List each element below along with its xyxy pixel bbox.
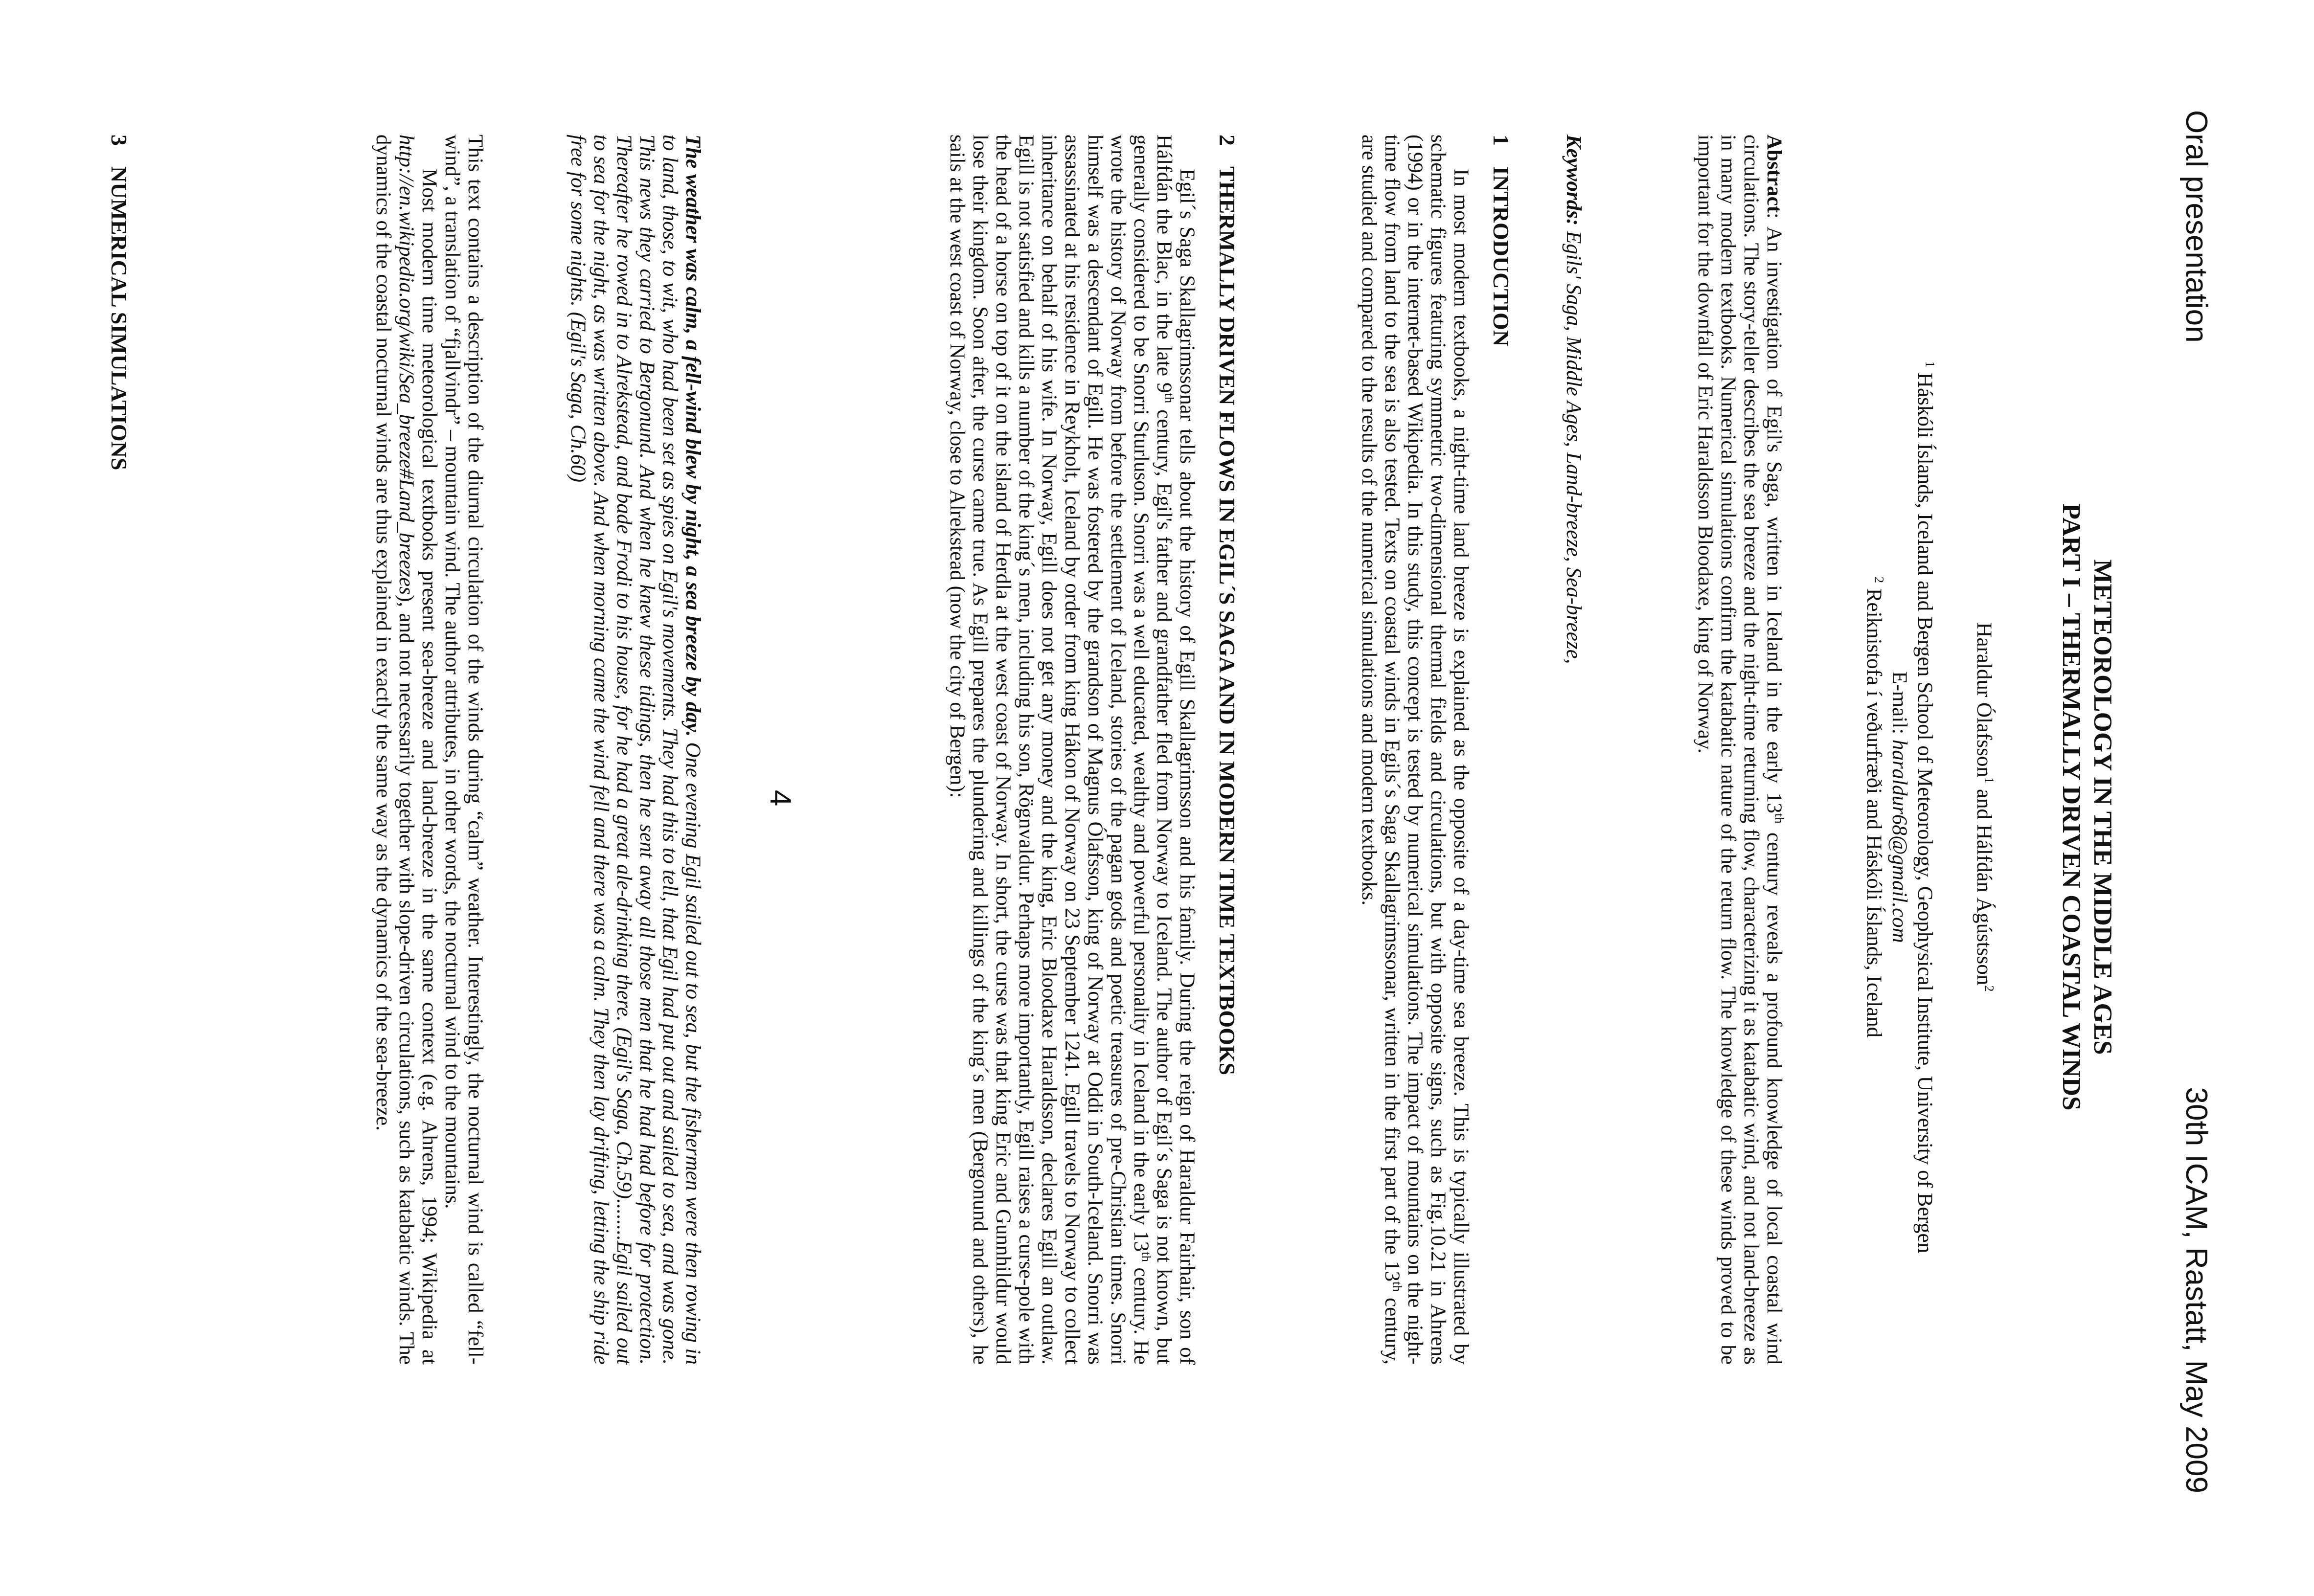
affiliation-1-text: Háskóli Íslands, Iceland and Bergen School of Meteorology, Geophysical Institute, University of Bergen [1913,367,1936,1254]
section-number: 1 [1489,135,1514,146]
page-number: 4 [764,789,797,807]
affiliation-2-mark: 2 [1872,576,1887,584]
quote-text: One evening Egil sailed out to sea, but the fishermen were then rowing in to land, those, to wit, who had been set as spies on Egil's movements. They had this to tell, that Egil had put out and sailed to sea, and was gone. This news they carried to Bergonund. And when he knew these tidings, then he sent away all those men that he had had before for protection. Thereafter he rowed in to Alrekstead, and bade Frodi to his house, for he had a great ale-drinking there. (Egil's Saga, Ch.59)........Egil sailed out to sea for the night, as was written above. And when morning came the wind fell and there was a calm. They then lay drifting, letting the ship ride free for some nights. (Egil's Saga, Ch.60) [567,135,704,1365]
quote-bold-lead: The weather was calm, a fell-wind blew by night, a sea breeze by day. [681,135,704,737]
egil-text-b: century, Egil's father and grandfather fled from Norway to Iceland. The author of Egil´s Saga is not known, but generally considered to be Snorri Sturluson. Snorri was a well educated, wealthy and powerful personality in Iceland in the early 13 [1130,135,1176,1365]
egil-sup-2: th [1139,1252,1154,1262]
wikipedia-link[interactable]: http://en.wikipedia.org/wiki/Sea_breeze#Land_breezes [395,135,418,595]
section-title: INTRODUCTION [1489,166,1514,347]
introduction-paragraph [1358,135,1473,1365]
keywords-label: Keywords: [1562,135,1585,226]
author-1-affil-mark: 1 [1982,777,1997,784]
author-1: Haraldur Ólafsson [1973,622,1996,777]
saga-quote [567,135,704,1365]
abstract [1694,135,1786,1365]
abstract-label: Abstract [1763,135,1786,213]
section-number: 3 [107,135,132,146]
section-heading-thermally-driven-flows [1214,135,1240,1075]
diurnal-paragraph-2 [372,135,441,1365]
paper-subtitle: PART I – THERMALLY DRIVEN COASTAL WINDS [2057,503,2086,1111]
affiliation-1 [1912,132,1937,1482]
intro-text-b: century, are studied and compared to the results of the numerical simulations and modern textbooks. [1358,135,1404,1365]
abstract-sup: th [1772,813,1787,824]
diurnal-p2-text-b: ), and not necessarily together with slope-driven circulations, such as katabatic winds. The dynamics of the coastal nocturnal winds are thus explained in exactly the same way as the dynamics of the sea-breeze. [372,135,418,1365]
diurnal-paragraph-1: This text contains a description of the diurnal circulation of the winds during “calm” weather. Interestingly, the nocturnal wind is called “fell-wind”, a translation of “fjallvindr” – mountain wind. The author attributes, in other words, the nocturnal wind to the mountains. [441,135,487,1365]
email-line [1886,132,1912,1482]
egil-text-a: Egil´s Saga Skallagrimssonar tells about the history of Egill Skallagrimsson and his family. During the reign of Haraldur Fairhair, son of Hálfdán the Blac, in the late 9 [1153,135,1199,1365]
section-heading-numerical-simulations [106,135,132,471]
intro-sup: th [1390,1281,1405,1292]
egil-sup-1: th [1162,393,1177,404]
section-title: THERMALLY DRIVEN FLOWS IN EGIL´S SAGA AND IN MODERN TIME TEXTBOOKS [1215,166,1240,1076]
author-conjunction: and [1973,784,1996,825]
author-2-affil-mark: 2 [1982,985,1997,992]
section-heading-introduction [1488,135,1514,346]
email-label: E-mail: [1888,671,1911,740]
header-right: 30th ICAM, Rastatt, May 2009 [2179,1087,2213,1493]
paper-title: METEOROLOGY IN THE MIDDLE AGES [2088,559,2117,1055]
author-list [1972,132,1996,1482]
intro-text-a: In most modern textbooks, a night-time land breeze is explained as the opposite of a day-time sea breeze. This is typically illustrated by schematic figures featuring symmetric two-dimensional thermal fields and circulations, but with opposite signs, such as Fig.10.21 in Ahrens (1994) or in the internet-based Wikipedia. In this study, this concept is tested by numerical simulations. The impact of mountains on the night-time flow from land to the sea is also tested. Texts on coastal winds in Egils´s Saga Skallagrimssonar, written in the first part of the 13 [1381,135,1473,1365]
email-address[interactable]: haraldur68@gmail.com [1888,739,1911,943]
affiliation-1-mark: 1 [1923,360,1938,368]
egil-text-c: century. He wrote the history of Norway from before the settlement of Iceland, stories of the pagan gods and poetic treasures of pre-Christian times. Snorri himself was a descendant of Egill. He was fostered by the grandson of Magnus Ólafsson, king of Norway at Oddi in South-Iceland. Snorri was assassinated at his residence in Reykholt, Iceland by order from king Hákon of Norway on 23 September 1241. Egill travels to Norway to collect inheritance on behalf of his wife. In Norway, Egill does not get any money and the king, Eric Bloodaxe Haraldsson, declares Egill an outlaw. Egill is not satisfied and kills a number of the king´s men, including his son, Rögnvaldur. Perhaps more importantly, Egill raises a curse-pole with the head of a horse on top of it on the island of Herdla at the west coast of Norway. In short, the curse was that king Eric and Gunnhildur would lose their kingdom. Soon after, the curse came true. As Egill prepares the plundering and killings of the king´s men (Bergonund and others), he sails at the west coast of Norway, close to Alrekstead (now the city of Bergen): [946,135,1153,1365]
abstract-text-b: century reveals a profound knowledge of local coastal wind circulations. The story-teller describes the sea breeze and the night-time returning flow, characterizing it as katabatic wind, and not land-breeze as in many modern textbooks. Numerical simulations confirm the katabatic nature of the return flow. The knowledge of these winds proved to be important for the downfall of Eric Haraldsson Bloodaxe, king of Norway. [1694,135,1786,1365]
section-number: 2 [1215,135,1240,146]
header-left: Oral presentation [2179,110,2213,343]
diurnal-p2-text-a: Most modern time meteorological textbooks present sea-breeze and land-breeze in the same context (e.g. Ahrens, 1994; Wikipedia at [418,169,441,1365]
keywords-text: Egils' Saga, Middle Ages, Land-breeze, Sea-breeze, [1562,225,1585,664]
abstract-text-a: : An investigation of Egil's Saga, written in Iceland in the early 13 [1763,213,1786,813]
diurnal-circulation-text [372,135,487,1365]
egil-saga-paragraph [946,135,1199,1365]
keywords [1562,135,1585,1365]
author-2: Hálfdán Ágústsson [1973,824,1996,986]
affiliation-2 [1861,132,1886,1482]
section-title: NUMERICAL SIMULATIONS [107,166,132,471]
affiliation-2-text: Reiknistofa í veðurfræði and Háskóli Íslands, Iceland [1862,583,1885,1038]
